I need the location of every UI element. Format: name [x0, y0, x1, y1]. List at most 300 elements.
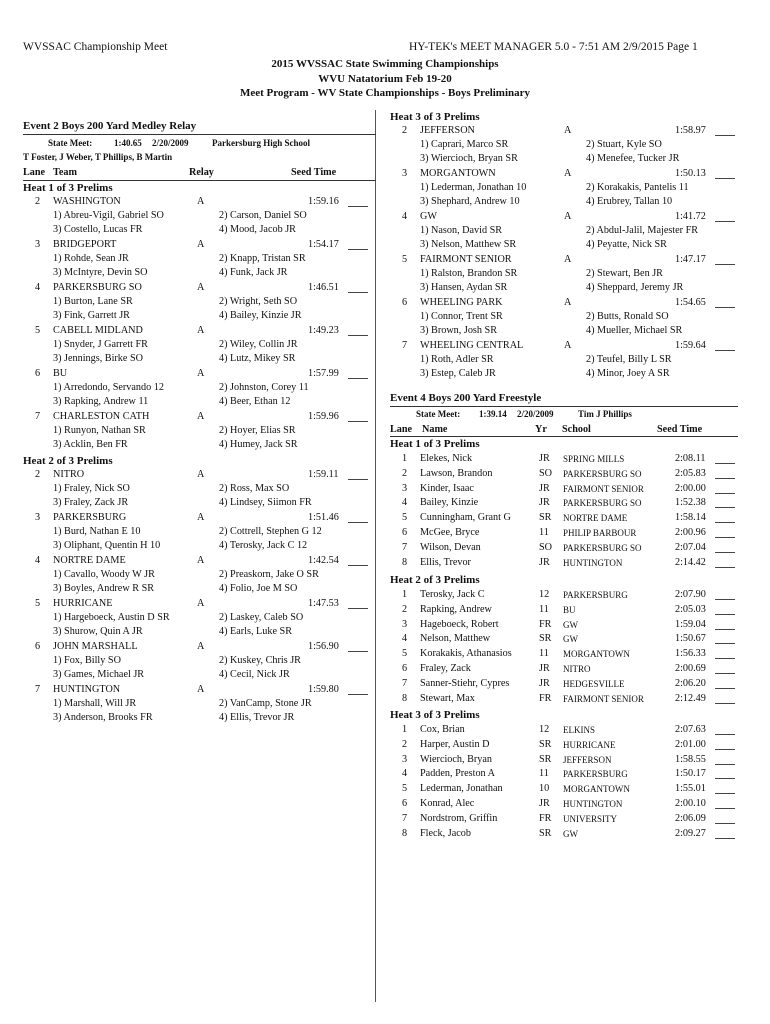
finals-time-blank — [715, 221, 735, 222]
lane-number: 6 — [402, 527, 408, 538]
school-name: PARKERSBURG — [563, 769, 628, 780]
lane-number: 5 — [402, 512, 408, 524]
school-name: GW — [563, 828, 578, 839]
swimmer-1: 1) Fox, Billy SO — [53, 655, 121, 666]
finals-time-blank — [715, 793, 735, 794]
meet-venue: WVU Natatorium Feb 19-20 — [318, 72, 452, 85]
finals-time-blank — [715, 823, 735, 824]
swimmer-4: 4) Sheppard, Jeremy JR — [586, 282, 684, 293]
lane-number: 4 — [402, 633, 408, 645]
swimmer-name: Fraley, Zack — [420, 663, 471, 674]
lane-number: 2 — [402, 603, 408, 615]
swimmer-1: 1) Cavallo, Woody W JR — [53, 569, 155, 580]
program-title: Meet Program - WV State Championships - Boys Preliminary — [239, 87, 531, 100]
school-name: PARKERSBURG — [563, 590, 628, 600]
swimmer-3: 3) Nelson, Matthew SR — [420, 239, 517, 250]
swimmer-1: 1) Connor, Trent SR — [420, 311, 503, 322]
lane-number: 1 — [402, 589, 408, 600]
seed-time: 1:50.13 — [675, 168, 706, 179]
relay-letter: A — [197, 282, 205, 293]
seed-time: 2:08.11 — [675, 453, 706, 464]
team-name: FAIRMONT SENIOR — [420, 254, 512, 265]
swimmer-1: 1) Lederman, Jonathan 10 — [420, 182, 527, 193]
swimmer-year: SR — [539, 633, 552, 645]
swimmer-name: Nordstrom, Griffin — [420, 812, 498, 824]
swimmer-year: SO — [539, 467, 553, 479]
team-name: MORGANTOWN — [420, 168, 496, 179]
team-name: PARKERSBURG — [53, 512, 127, 523]
lane-number: 4 — [35, 555, 41, 566]
swimmer-name: Lawson, Brandon — [420, 467, 493, 479]
swimmer-1: 1) Caprari, Marco SR — [420, 139, 509, 150]
swimmer-year: FR — [539, 812, 552, 824]
school-name: PHILIP BARBOUR — [563, 528, 637, 538]
school-name: HUNTINGTON — [563, 799, 623, 809]
school-name: HEDGESVILLE — [563, 678, 625, 689]
school-name: MORGANTOWN — [563, 649, 630, 660]
swimmer-4: 4) Menefee, Tucker JR — [586, 153, 680, 164]
finals-time-blank — [715, 507, 735, 508]
finals-time-blank — [715, 629, 735, 630]
seed-time: 1:59.04 — [675, 618, 706, 630]
swimmer-3: 3) Boyles, Andrew R SR — [53, 583, 155, 594]
page-header-right: HY-TEK's MEET MANAGER 5.0 - 7:51 AM 2/9/2015 Page 1 — [409, 41, 698, 53]
finals-time-blank — [715, 552, 735, 553]
finals-time-blank — [715, 808, 735, 809]
lane-number: 2 — [35, 196, 41, 207]
team-name: WHEELING CENTRAL — [420, 340, 524, 351]
school-name: HUNTINGTON — [563, 557, 623, 568]
seed-time: 1:59.64 — [675, 340, 706, 351]
swimmer-1: 1) Rohde, Sean JR — [53, 253, 129, 264]
lane-number: 5 — [35, 325, 41, 336]
swimmer-year: SR — [539, 738, 552, 750]
relay-letter: A — [564, 168, 572, 179]
seed-time: 1:59.16 — [308, 196, 339, 207]
school-name: ELKINS — [563, 725, 595, 735]
swimmer-2: 2) Carson, Daniel SO — [219, 210, 307, 221]
heat-title: Heat 3 of 3 Prelims — [390, 111, 480, 123]
seed-time: 2:07.90 — [675, 589, 706, 600]
swimmer-2: 2) Laskey, Caleb SO — [219, 612, 304, 623]
swimmer-3: 3) Games, Michael JR — [53, 669, 145, 680]
record-label: State Meet: — [416, 409, 461, 419]
seed-time: 1:58.55 — [675, 753, 706, 765]
team-name: CHARLESTON CATH — [53, 411, 150, 422]
swimmer-1: 1) Snyder, J Garrett FR — [53, 339, 148, 350]
swimmer-name: McGee, Bryce — [420, 527, 480, 538]
swimmer-2: 2) Stuart, Kyle SO — [586, 139, 662, 150]
swimmer-2: 2) Teufel, Billy L SR — [586, 354, 672, 365]
heat-title: Heat 2 of 3 Prelims — [23, 455, 113, 467]
swimmer-name: Lederman, Jonathan — [420, 783, 503, 795]
finals-time-blank — [715, 749, 735, 750]
swimmer-1: 1) Arredondo, Servando 12 — [53, 382, 164, 393]
swimmer-name: Korakakis, Athanasios — [420, 648, 512, 660]
lane-number: 7 — [402, 812, 408, 824]
seed-time: 1:54.65 — [675, 297, 706, 308]
event-title: Event 4 Boys 200 Yard Freestyle — [390, 392, 542, 404]
swimmer-4: 4) Terosky, Jack C 12 — [219, 540, 308, 551]
finals-time-blank — [348, 249, 368, 250]
swimmer-3: 3) McIntyre, Devin SO — [53, 267, 148, 278]
swimmer-2: 2) Abdul-Jalil, Majester FR — [586, 225, 699, 236]
swimmer-1: 1) Hargeboeck, Austin D SR — [53, 612, 170, 623]
school-name: JEFFERSON — [563, 754, 612, 765]
relay-letter: A — [197, 598, 205, 609]
swimmer-4: 4) Funk, Jack JR — [219, 267, 288, 278]
swimmer-year: 11 — [539, 603, 549, 615]
swimmer-name: Kinder, Isaac — [420, 482, 474, 494]
record-swimmers: T Foster, J Weber, T Phillips, B Martin — [23, 152, 173, 162]
relay-letter: A — [197, 555, 205, 566]
relay-letter: A — [564, 125, 572, 136]
finals-time-blank — [348, 479, 368, 480]
relay-letter: A — [197, 469, 205, 480]
school-name: FAIRMONT SENIOR — [563, 693, 644, 704]
swimmer-year: 11 — [539, 527, 549, 538]
swimmer-4: 4) Mood, Jacob JR — [219, 224, 296, 235]
swimmer-year: JR — [539, 677, 550, 689]
lane-number: 5 — [402, 254, 408, 265]
seed-time: 2:00.00 — [675, 482, 706, 494]
lane-number: 2 — [402, 738, 408, 750]
lane-number: 2 — [35, 469, 41, 480]
seed-time: 1:58.97 — [675, 125, 706, 136]
swimmer-4: 4) Erubrey, Tallan 10 — [586, 196, 673, 207]
swimmer-2: 2) VanCamp, Stone JR — [219, 698, 312, 709]
page-header-left: WVSSAC Championship Meet — [23, 41, 168, 53]
team-name: NITRO — [53, 469, 85, 480]
event-title: Event 2 Boys 200 Yard Medley Relay — [23, 120, 197, 132]
finals-time-blank — [348, 378, 368, 379]
swimmer-name: Bailey, Kinzie — [420, 497, 479, 509]
swimmer-name: Cox, Brian — [420, 724, 465, 735]
lane-number: 5 — [402, 648, 408, 660]
lane-number: 5 — [402, 783, 408, 795]
school-name: NITRO — [563, 664, 591, 674]
col-header-seed: Seed Time — [657, 424, 703, 435]
lane-number: 3 — [35, 239, 41, 250]
finals-time-blank — [348, 651, 368, 652]
col-header-lane: Lane — [390, 424, 413, 435]
lane-number: 5 — [35, 598, 41, 609]
swimmer-2: 2) Butts, Ronald SO — [586, 311, 669, 322]
finals-time-blank — [348, 292, 368, 293]
seed-time: 1:46.51 — [308, 282, 339, 293]
school-name: GW — [563, 634, 578, 645]
swimmer-3: 3) Oliphant, Quentin H 10 — [53, 540, 161, 551]
lane-number: 3 — [35, 512, 41, 523]
relay-letter: A — [564, 297, 572, 308]
left-column — [0, 0, 375, 1024]
seed-time: 2:00.10 — [675, 798, 706, 809]
seed-time: 2:01.00 — [675, 738, 706, 750]
lane-number: 7 — [35, 411, 41, 422]
lane-number: 6 — [35, 368, 41, 379]
swimmer-1: 1) Runyon, Nathan SR — [53, 425, 146, 436]
finals-time-blank — [348, 335, 368, 336]
finals-time-blank — [715, 493, 735, 494]
swimmer-name: Konrad, Alec — [420, 798, 475, 809]
swimmer-name: Padden, Preston A — [420, 768, 495, 780]
seed-time: 1:41.72 — [675, 211, 706, 222]
swimmer-2: 2) Stewart, Ben JR — [586, 268, 663, 279]
team-name: WASHINGTON — [53, 196, 121, 207]
swimmer-name: Ellis, Trevor — [420, 556, 471, 568]
swimmer-4: 4) Peyatte, Nick SR — [586, 239, 667, 250]
relay-letter: A — [197, 368, 205, 379]
swimmer-year: 12 — [539, 724, 550, 735]
swimmer-4: 4) Mueller, Michael SR — [586, 325, 683, 336]
swimmer-1: 1) Roth, Adler SR — [420, 354, 494, 365]
swimmer-2: 2) Johnston, Corey 11 — [219, 382, 309, 393]
seed-time: 2:06.09 — [675, 812, 706, 824]
seed-time: 1:47.17 — [675, 254, 706, 265]
finals-time-blank — [348, 608, 368, 609]
swimmer-1: 1) Abreu-Vigil, Gabriel SO — [53, 210, 164, 221]
finals-time-blank — [715, 350, 735, 351]
swimmer-4: 4) Bailey, Kinzie JR — [219, 310, 302, 321]
finals-time-blank — [348, 421, 368, 422]
school-name: PARKERSBURG SO — [563, 468, 642, 479]
finals-time-blank — [715, 764, 735, 765]
relay-letter: A — [197, 641, 205, 652]
lane-number: 7 — [402, 677, 408, 689]
meet-title: 2015 WVSSAC State Swimming Championships — [271, 58, 499, 70]
swimmer-name: Fleck, Jacob — [420, 827, 471, 839]
seed-time: 1:52.38 — [675, 497, 706, 509]
lane-number: 7 — [402, 340, 408, 351]
relay-letter: A — [197, 411, 205, 422]
team-name: NORTRE DAME — [53, 555, 126, 566]
swimmer-name: Rapking, Andrew — [420, 603, 492, 615]
finals-time-blank — [715, 537, 735, 538]
finals-time-blank — [715, 522, 735, 523]
relay-letter: A — [197, 196, 205, 207]
swimmer-name: Harper, Austin D — [420, 738, 490, 750]
seed-time: 1:59.11 — [308, 469, 339, 480]
header-rule — [23, 180, 376, 181]
col-header-relay: Relay — [189, 167, 214, 178]
swimmer-year: JR — [539, 453, 550, 464]
col-header-team: Team — [53, 167, 77, 178]
swimmer-3: 3) Rapking, Andrew 11 — [53, 396, 149, 407]
heat-title: Heat 3 of 3 Prelims — [390, 709, 480, 721]
right-column — [377, 0, 770, 1024]
col-header-lane: Lane — [23, 167, 46, 178]
seed-time: 1:59.96 — [308, 411, 339, 422]
finals-time-blank — [715, 614, 735, 615]
finals-time-blank — [715, 307, 735, 308]
school-name: NORTRE DAME — [563, 513, 628, 524]
lane-number: 4 — [402, 768, 408, 780]
seed-time: 1:58.14 — [675, 512, 706, 524]
swimmer-name: Hageboeck, Robert — [420, 618, 499, 630]
seed-time: 1:59.80 — [308, 684, 339, 695]
swimmer-2: 2) Preaskorn, Jake O SR — [219, 569, 319, 580]
finals-time-blank — [715, 135, 735, 136]
col-header-seed: Seed Time — [291, 167, 337, 178]
school-name: HURRICANE — [563, 739, 616, 750]
swimmer-year: JR — [539, 556, 550, 568]
seed-time: 1:56.33 — [675, 648, 706, 660]
record-time: 1:40.65 — [114, 138, 142, 148]
school-name: GW — [563, 619, 578, 630]
relay-letter: A — [564, 211, 572, 222]
seed-time: 1:51.46 — [308, 512, 339, 523]
finals-time-blank — [348, 522, 368, 523]
record-date: 2/20/2009 — [152, 138, 189, 148]
seed-time: 1:55.01 — [675, 783, 706, 795]
relay-letter: A — [197, 684, 205, 695]
lane-number: 1 — [402, 724, 408, 735]
lane-number: 8 — [402, 827, 408, 839]
lane-number: 1 — [402, 453, 408, 464]
swimmer-4: 4) Ellis, Trevor JR — [219, 712, 295, 723]
swimmer-name: Elekes, Nick — [420, 453, 473, 464]
swimmer-1: 1) Burton, Lane SR — [53, 296, 133, 307]
swimmer-4: 4) Folio, Joe M SO — [219, 583, 298, 594]
swimmer-year: FR — [539, 618, 552, 630]
lane-number: 6 — [402, 798, 408, 809]
finals-time-blank — [715, 838, 735, 839]
swimmer-2: 2) Wiley, Collin JR — [219, 339, 298, 350]
swimmer-4: 4) Cecil, Nick JR — [219, 669, 290, 680]
lane-number: 6 — [402, 297, 408, 308]
seed-time: 2:06.20 — [675, 677, 706, 689]
lane-number: 7 — [402, 541, 408, 553]
school-name: BU — [563, 604, 576, 615]
swimmer-name: Wilson, Devan — [420, 541, 481, 553]
swimmer-4: 4) Earls, Luke SR — [219, 626, 292, 637]
finals-time-blank — [715, 658, 735, 659]
swimmer-2: 2) Kuskey, Chris JR — [219, 655, 301, 666]
swimmer-year: JR — [539, 497, 550, 509]
seed-time: 2:05.83 — [675, 467, 706, 479]
swimmer-4: 4) Minor, Joey A SR — [586, 368, 670, 379]
finals-time-blank — [348, 565, 368, 566]
swimmer-4: 4) Beer, Ethan 12 — [219, 396, 291, 407]
relay-letter: A — [197, 512, 205, 523]
finals-time-blank — [348, 694, 368, 695]
relay-letter: A — [564, 254, 572, 265]
school-name: SPRING MILLS — [563, 454, 625, 464]
record-team: Parkersburg High School — [212, 138, 311, 148]
swimmer-3: 3) Costello, Lucas FR — [53, 224, 143, 235]
finals-time-blank — [715, 688, 735, 689]
event-rule — [23, 134, 376, 135]
swimmer-year: JR — [539, 798, 550, 809]
lane-number: 4 — [402, 211, 408, 222]
record-name: Tim J Phillips — [578, 409, 632, 419]
swimmer-year: 12 — [539, 589, 550, 600]
seed-time: 2:12.49 — [675, 692, 706, 704]
swimmer-4: 4) Lindsey, Siimon FR — [219, 497, 312, 508]
swimmer-name: Sanner-Stiehr, Cypres — [420, 677, 510, 689]
team-name: HURRICANE — [53, 598, 113, 609]
swimmer-3: 3) Fraley, Zack JR — [53, 497, 129, 508]
swimmer-year: SR — [539, 753, 552, 765]
swimmer-name: Cunningham, Grant G — [420, 512, 511, 524]
seed-time: 1:54.17 — [308, 239, 339, 250]
school-name: PARKERSBURG SO — [563, 542, 642, 553]
finals-time-blank — [715, 673, 735, 674]
lane-number: 8 — [402, 556, 408, 568]
swimmer-4: 4) Humey, Jack SR — [219, 439, 298, 450]
swimmer-3: 3) Hansen, Aydan SR — [420, 282, 508, 293]
lane-number: 3 — [402, 753, 408, 765]
swimmer-name: Stewart, Max — [420, 692, 475, 704]
team-name: GW — [420, 211, 437, 222]
relay-letter: A — [197, 239, 205, 250]
lane-number: 2 — [402, 467, 408, 479]
col-header-school: School — [562, 424, 591, 435]
finals-time-blank — [348, 206, 368, 207]
finals-time-blank — [715, 599, 735, 600]
swimmer-3: 3) Jennings, Birke SO — [53, 353, 143, 364]
relay-letter: A — [564, 340, 572, 351]
swimmer-year: 11 — [539, 768, 549, 780]
swimmer-4: 4) Lutz, Mikey SR — [219, 353, 296, 364]
swimmer-3: 3) Anderson, Brooks FR — [53, 712, 153, 723]
seed-time: 1:47.53 — [308, 598, 339, 609]
col-header-yr: Yr — [535, 424, 547, 435]
team-name: JOHN MARSHALL — [53, 641, 138, 652]
seed-time: 1:57.99 — [308, 368, 339, 379]
lane-number: 2 — [402, 125, 408, 136]
finals-time-blank — [715, 178, 735, 179]
header-rule — [390, 436, 738, 437]
swimmer-year: SR — [539, 827, 552, 839]
seed-time: 2:07.04 — [675, 541, 706, 553]
lane-number: 3 — [402, 168, 408, 179]
team-name: PARKERSBURG SO — [53, 282, 142, 293]
seed-time: 1:42.54 — [308, 555, 339, 566]
seed-time: 1:49.23 — [308, 325, 339, 336]
seed-time: 2:09.27 — [675, 827, 706, 839]
team-name: BU — [53, 368, 68, 379]
heat-title: Heat 1 of 3 Prelims — [23, 182, 113, 194]
swimmer-year: JR — [539, 482, 550, 494]
seed-time: 2:07.63 — [675, 724, 706, 735]
lane-number: 6 — [402, 663, 408, 674]
school-name: PARKERSBURG SO — [563, 498, 642, 509]
finals-time-blank — [715, 463, 735, 464]
swimmer-1: 1) Marshall, Will JR — [53, 698, 137, 709]
seed-time: 1:50.67 — [675, 633, 706, 645]
swimmer-2: 2) Wright, Seth SO — [219, 296, 298, 307]
swimmer-name: Terosky, Jack C — [420, 589, 485, 600]
swimmer-2: 2) Hoyer, Elias SR — [219, 425, 296, 436]
swimmer-1: 1) Ralston, Brandon SR — [420, 268, 518, 279]
team-name: HUNTINGTON — [53, 684, 121, 695]
seed-time: 1:50.17 — [675, 768, 706, 780]
lane-number: 3 — [402, 482, 408, 494]
swimmer-year: 10 — [539, 783, 550, 795]
event-rule — [390, 406, 738, 407]
swimmer-name: Wiercioch, Bryan — [420, 753, 493, 765]
swimmer-1: 1) Nason, David SR — [420, 225, 503, 236]
column-divider — [375, 110, 376, 1002]
team-name: WHEELING PARK — [420, 297, 503, 308]
swimmer-year: JR — [539, 663, 550, 674]
seed-time: 1:56.90 — [308, 641, 339, 652]
lane-number: 3 — [402, 618, 408, 630]
school-name: MORGANTOWN — [563, 784, 630, 795]
swimmer-2: 2) Ross, Max SO — [219, 483, 290, 494]
school-name: FAIRMONT SENIOR — [563, 483, 644, 494]
